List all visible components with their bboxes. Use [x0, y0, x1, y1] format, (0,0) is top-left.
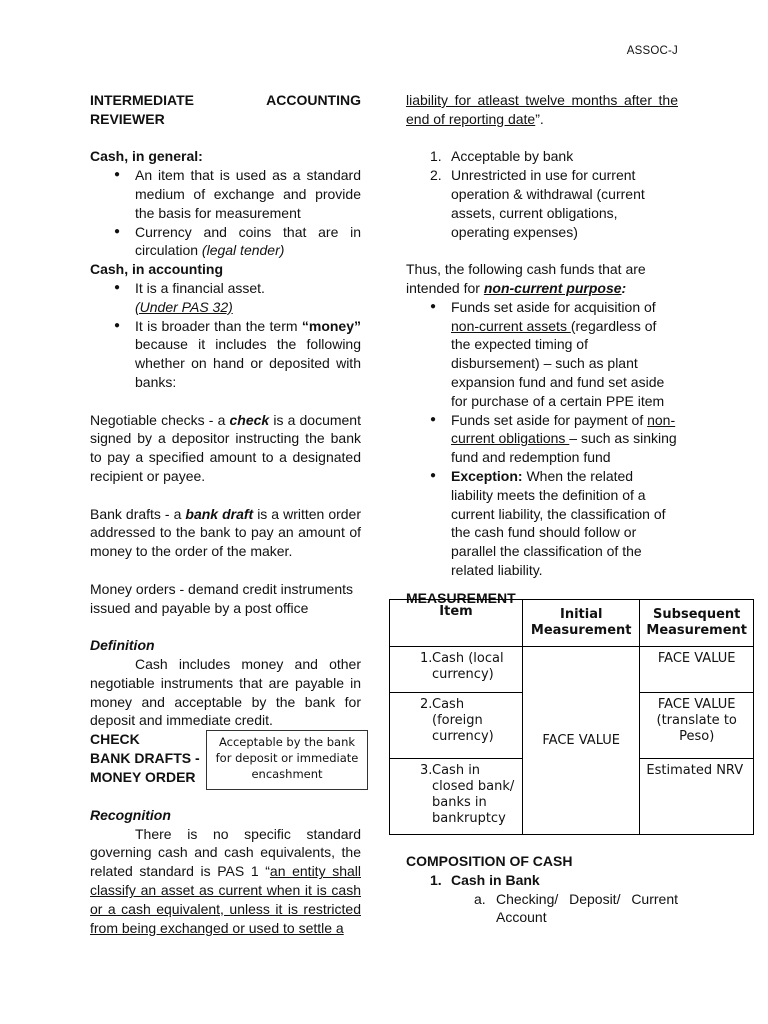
list-item: ● Exception: When the related liability meets the definition of a current liability, the classification of the cash fund should follow or parallel the classification of the related liability.: [406, 467, 678, 580]
recognition-heading: Recognition: [90, 806, 171, 823]
list-item: ● It is a financial asset. (Under PAS 32): [90, 279, 361, 317]
table-cell: 2. Cash (foreign currency): [390, 693, 523, 759]
table-cell: 3. Cash in closed bank/ banks in bankruptcy: [390, 759, 523, 835]
checks-paragraph: Negotiable checks - a check is a document signed by a depositor instructing the bank to pay a specified amount to a designated recipient or payee.: [90, 411, 361, 484]
definition-text: Cash includes money and other negotiable instruments that are payable in money and acceptable by the bank for deposit and immediate credit.: [90, 655, 361, 729]
instrument-labels: CHECK BANK DRAFTS - MONEY ORDER: [90, 731, 200, 786]
money-orders-paragraph: Money orders - demand credit instruments issued and payable by a post office: [90, 580, 353, 616]
header-tag: ASSOC-J: [626, 45, 678, 57]
continuation-text: liability for atleast twelve months after the end of reporting date”.: [406, 92, 678, 127]
measurement-title: MEASUREMENT: [406, 589, 516, 606]
cash-general-list: [90, 166, 361, 260]
column-header: Initial Measurement: [523, 600, 640, 647]
list-item: 2. Unrestricted in use for current operation & withdrawal (current assets, current obligations, operating expenses): [430, 167, 645, 240]
left-column: [90, 91, 361, 937]
column-header: Item: [390, 600, 523, 647]
list-item: ● An item that is used as a standard medium of exchange and provide the basis for measurement: [90, 166, 361, 222]
composition-subitem: a. Checking/ Deposit/ Current Account: [474, 890, 678, 926]
instrument-group: [90, 730, 361, 787]
table-cell: FACE VALUE: [523, 647, 640, 835]
cash-general-heading: Cash, in general:: [90, 148, 203, 165]
cash-accounting-heading: Cash, in accounting: [90, 261, 224, 278]
legal-tender-note: (legal tender): [201, 242, 285, 259]
list-item: ● Funds set aside for acquisition of non-current assets (regardless of the expected timing of disbursement) – such as plant expansion fund and fund set aside for purchase of a certain PPE item: [406, 298, 678, 411]
table-cell: Estimated NRV: [640, 759, 754, 835]
drafts-paragraph: Bank drafts - a bank draft is a written order addressed to the bank to pay an amount of money to the order of the maker.: [90, 505, 362, 560]
composition-item: 1. Cash in Bank: [430, 871, 540, 888]
cash-accounting-list: [90, 279, 361, 392]
list-item: ● It is broader than the term “money” because it includes the following whether on hand or deposited with banks:: [90, 317, 361, 392]
table-header-row: [390, 600, 754, 647]
acceptance-callout: Acceptable by the bank for deposit or immediate encashment: [206, 730, 368, 790]
composition-title: COMPOSITION OF CASH: [406, 853, 573, 869]
thus-paragraph: Thus, the following cash funds that are intended for non-current purpose:: [406, 261, 646, 296]
table-cell: FACE VALUE: [640, 647, 754, 693]
table-row: [390, 647, 754, 693]
list-item: ● Currency and coins that are in circulation (legal tender): [90, 223, 361, 261]
pas32-note: (Under PAS 32): [135, 298, 233, 315]
document-title: INTERMEDIATE ACCOUNTING REVIEWER: [90, 92, 361, 127]
recognition-text: There is no specific standard governing cash and cash equivalents, the related standard is PAS 1 “an entity shall classify an asset as current when it is cash or a cash equivalent, unless it is restricted from being exchanged or used to settle a: [90, 825, 361, 936]
list-item: ● Funds set aside for payment of non-current obligations – such as sinking fund and redemption fund: [406, 411, 678, 467]
definition-heading: Definition: [90, 637, 155, 654]
table-cell: 1. Cash (local currency): [390, 647, 523, 693]
measurement-table: [389, 599, 754, 835]
funds-list: [406, 298, 678, 580]
composition-section: [406, 852, 678, 927]
right-column: [406, 91, 678, 608]
criteria-list: [406, 147, 678, 241]
column-header: Subsequent Measurement: [640, 600, 754, 647]
table-cell: FACE VALUE (translate to Peso): [640, 693, 754, 759]
list-item: 1. Acceptable by bank: [430, 148, 574, 165]
